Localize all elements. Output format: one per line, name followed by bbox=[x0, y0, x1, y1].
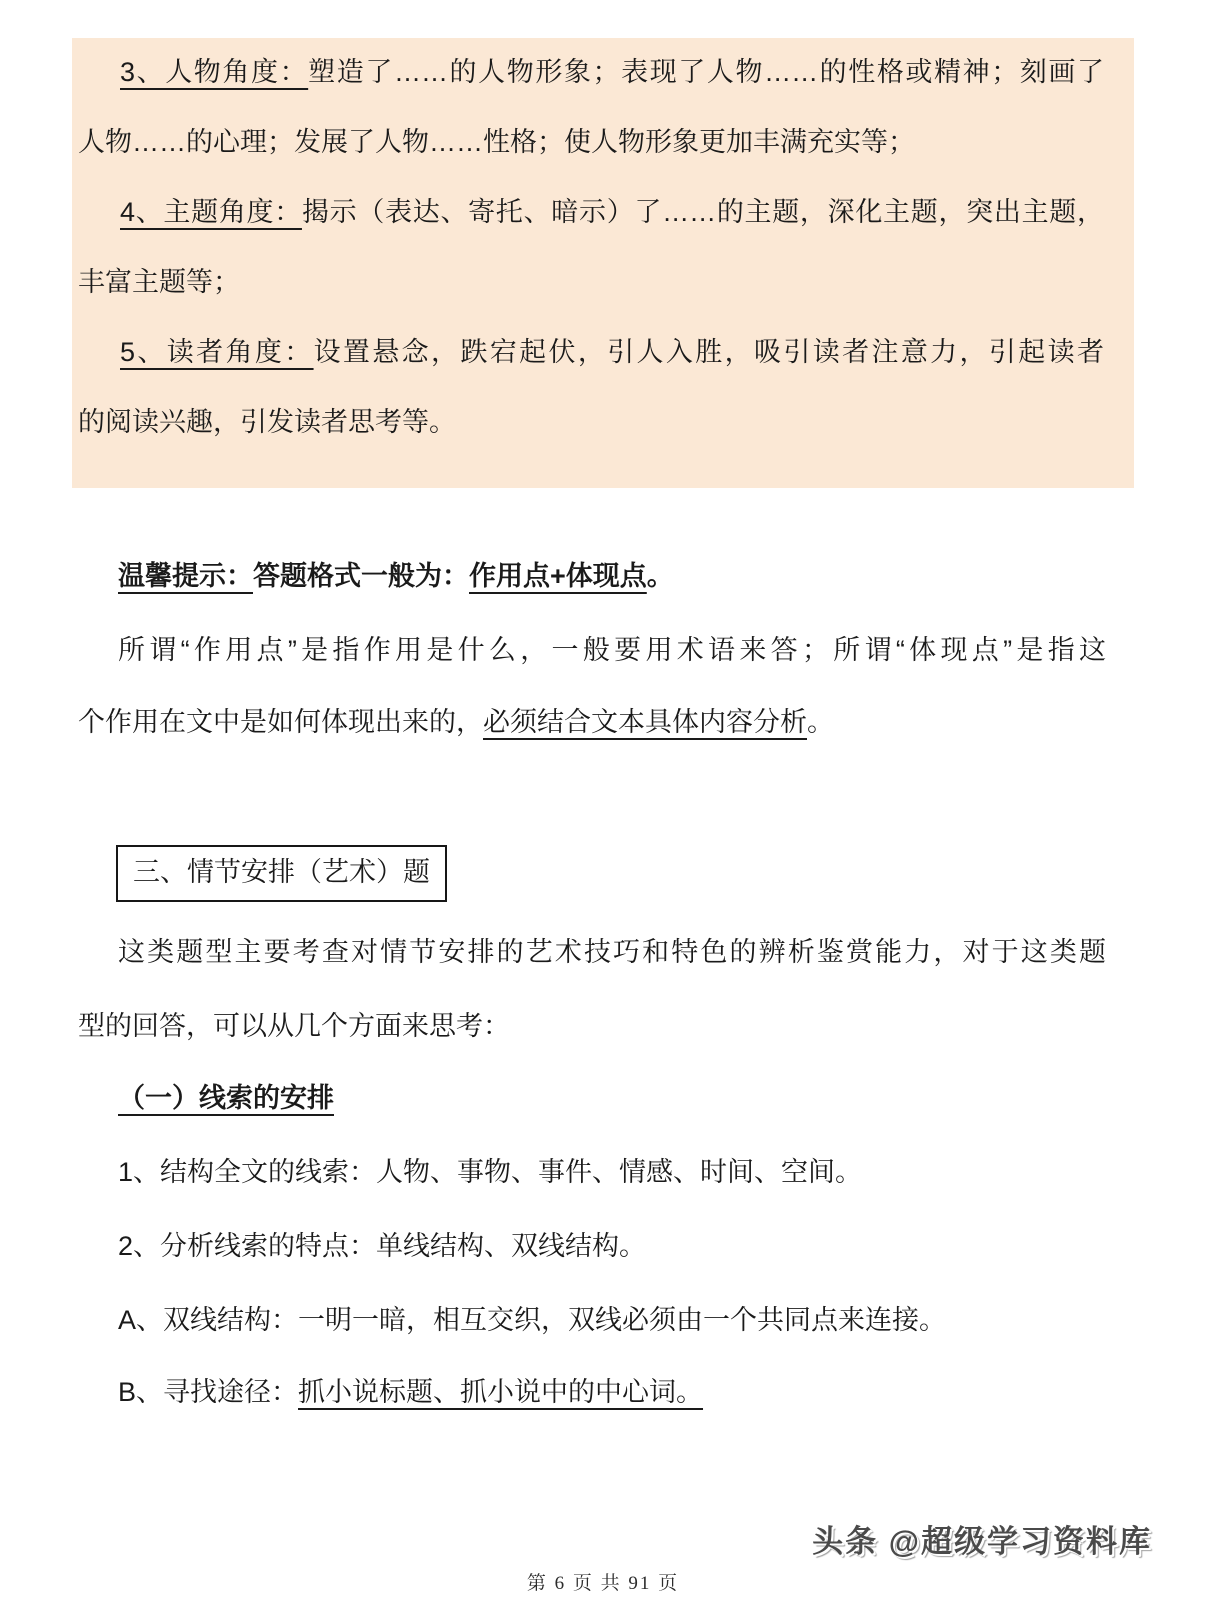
line-text: 丰富主题等； bbox=[78, 267, 240, 297]
line-text: B、寻找途径： bbox=[118, 1377, 299, 1407]
line-text: A、双线结构：一明一暗，相互交织，双线必须由一个共同点来连接。 bbox=[118, 1305, 947, 1335]
line-text: 这类题型主要考查对情节安排的艺术技巧和特色的辨析鉴赏能力，对于这类题 bbox=[118, 937, 1106, 967]
section-title: 三、情节安排（艺术）题 bbox=[133, 857, 430, 887]
line-text: 所谓“作用点”是指作用是什么，一般要用术语来答；所谓“体现点”是指这 bbox=[118, 635, 1106, 665]
tip-body-line bbox=[118, 630, 1106, 670]
tip-emphasis: 作用点+体现点 bbox=[469, 561, 647, 591]
line-text: 个作用在文中是如何体现出来的， bbox=[78, 707, 483, 737]
sub-heading-text: （一）线索的安排 bbox=[118, 1083, 334, 1113]
intro-line bbox=[118, 932, 1106, 972]
line-text: 塑造了……的人物形象；表现了人物……的性格或精神；刻画了 bbox=[308, 57, 1104, 87]
line-text: 的阅读兴趣，引发读者思考等。 bbox=[78, 407, 456, 437]
line-text: 揭示（表达、寄托、暗示）了……的主题，深化主题，突出主题， bbox=[301, 197, 1104, 227]
highlight-line bbox=[120, 52, 1104, 92]
line-text: 型的回答，可以从几个方面来思考： bbox=[78, 1011, 510, 1041]
list-item bbox=[118, 1226, 1106, 1266]
line-text: 。 bbox=[807, 707, 834, 737]
watermark: 头条 @超级学习资料库 bbox=[812, 1524, 1152, 1559]
underlined-emphasis: 抓小说标题、抓小说中的中心词。 bbox=[298, 1377, 704, 1407]
highlight-line bbox=[78, 402, 1100, 442]
highlight-block bbox=[72, 38, 1134, 488]
tip-period: 。 bbox=[646, 561, 674, 591]
line-text: 人物……的心理；发展了人物……性格；使人物形象更加丰满充实等； bbox=[78, 127, 915, 157]
underlined-label: 3、人物角度： bbox=[120, 57, 309, 87]
underlined-label: 4、主题角度： bbox=[120, 197, 302, 227]
section-title-box bbox=[116, 845, 447, 902]
highlight-line bbox=[120, 332, 1104, 372]
list-item bbox=[118, 1300, 1106, 1340]
underlined-label: 5、读者角度： bbox=[120, 337, 314, 367]
highlight-line bbox=[78, 122, 1100, 162]
highlight-line bbox=[78, 262, 1100, 302]
list-item bbox=[118, 1372, 1106, 1412]
list-item bbox=[118, 1152, 1106, 1192]
intro-line bbox=[78, 1006, 1106, 1046]
underlined-emphasis: 必须结合文本具体内容分析 bbox=[483, 707, 807, 737]
highlight-line bbox=[120, 192, 1104, 232]
line-text: 设置悬念，跌宕起伏，引人入胜，吸引读者注意力，引起读者 bbox=[313, 337, 1104, 367]
line-text: 1、结构全文的线索：人物、事物、事件、情感、时间、空间。 bbox=[118, 1157, 863, 1187]
tip-body-line bbox=[78, 702, 1106, 742]
tip-mid-text: 答题格式一般为： bbox=[253, 561, 469, 591]
page-number: 第 6 页 共 91 页 bbox=[526, 1573, 680, 1594]
line-text: 2、分析线索的特点：单线结构、双线结构。 bbox=[118, 1231, 647, 1261]
tip-label: 温馨提示： bbox=[118, 561, 253, 591]
tip-heading bbox=[118, 556, 1106, 596]
sub-heading bbox=[118, 1078, 1106, 1118]
